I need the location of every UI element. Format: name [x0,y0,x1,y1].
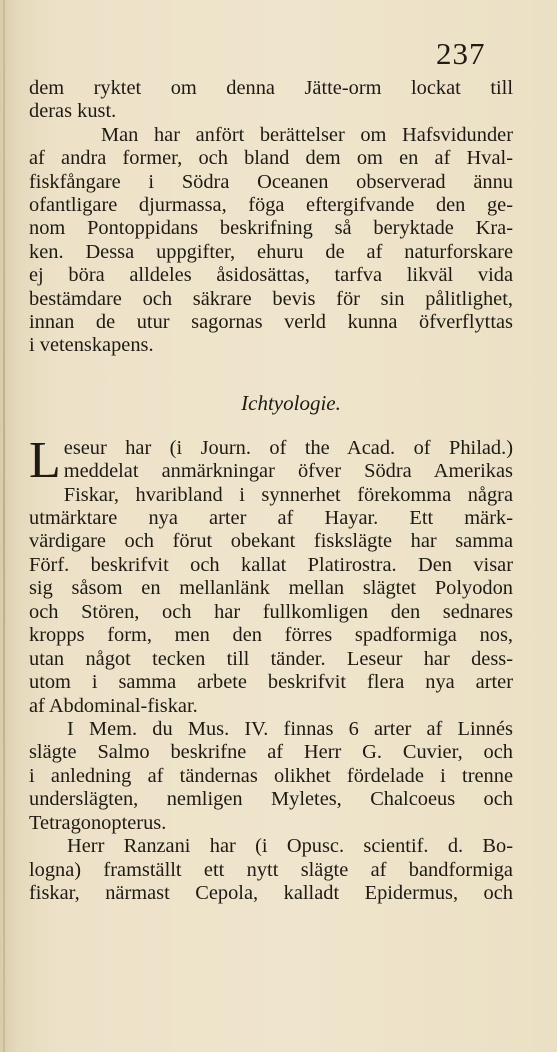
paragraph-3 [29,431,513,718]
page-gutter [3,0,5,1052]
paragraph-4 [29,718,513,835]
text-line: af Abdominal-fiskar. [29,694,198,717]
text-line: fiskar, närmast Cepola, kalladt Epidermus, och [29,882,513,904]
section-heading: Ichtyologie. [241,390,341,415]
text-line: deras kust. [29,100,117,123]
text-line: utan något tecken till tänder. Leseur har dess- [29,647,513,670]
text-line: och Stören, och har fullkomligen den sednares [29,600,513,623]
text-line: meddelat anmärkningar öfver Södra Amerikas [63,460,513,483]
text-line: fiskfångare i Södra Oceanen observerad ännu [29,170,513,193]
text-line: Fiskar, hvaribland i synnerhet förekomma några [63,483,513,506]
text-line: slägte Salmo beskrifne af Herr G. Cuvier, och [29,741,513,764]
text-line: nom Pontoppidans beskrifning så beryktade Kra- [29,217,513,240]
paragraph-1 [29,77,513,124]
text-line: ken. Dessa uppgifter, ehuru de af naturforskare [29,240,513,263]
page-number: 237 [436,36,486,71]
text-line: i vetenskapens. [29,334,154,357]
paragraph-5 [29,835,513,905]
text-line: Tetragonopterus. [29,811,167,834]
text-line: I Mem. du Mus. IV. finnas 6 arter af Linnés [67,717,513,740]
drop-cap: L [29,431,61,489]
text-line: ofantligare djurmassa, föga eftergifvande den ge- [29,193,513,216]
text-line: sig såsom en mellanlänk mellan slägtet Polyodon [29,577,513,600]
text-line: innan de utur sagornas verld kunna öfverflyttas [29,310,513,333]
text-line: logna) framställt ett nytt slägte af bandformiga [29,858,513,881]
text-line: i anledning af tändernas olikhet fördelade i trenne [29,764,513,787]
text-line: kropps form, men den förres spadformiga nos, [29,624,513,647]
text-line: dem ryktet om denna Jätte-orm lockat till [29,77,513,99]
paragraph-2 [29,124,513,358]
text-line: eseur har (i Journ. of the Acad. of Philad.) [63,436,513,459]
text-line: af andra former, och bland dem om en af Hval- [29,147,513,170]
text-line: Man har anfört berättelser om Hafsvidunder [101,123,513,146]
text-line: Herr Ranzani har (i Opusc. scientif. d. Bo- [67,835,513,858]
text-line: värdigare och förut obekant fiskslägte har samma [29,530,513,553]
text-line: utom i samma arbete beskrifvit flera nya arter [29,671,513,694]
text-line: Förf. beskrifvit och kallat Platirostra. Den visar [29,553,513,576]
text-line: bestämdare och säkrare bevis för sin pålitlighet, [29,287,513,310]
text-line: underslägten, nemligen Myletes, Chalcoeus och [29,788,513,811]
text-line: ej böra alldeles åsidosättas, tarfva likväl vida [29,264,513,287]
page-text [29,77,513,905]
text-line: utmärktare nya arter af Hayar. Ett märk- [29,507,513,529]
